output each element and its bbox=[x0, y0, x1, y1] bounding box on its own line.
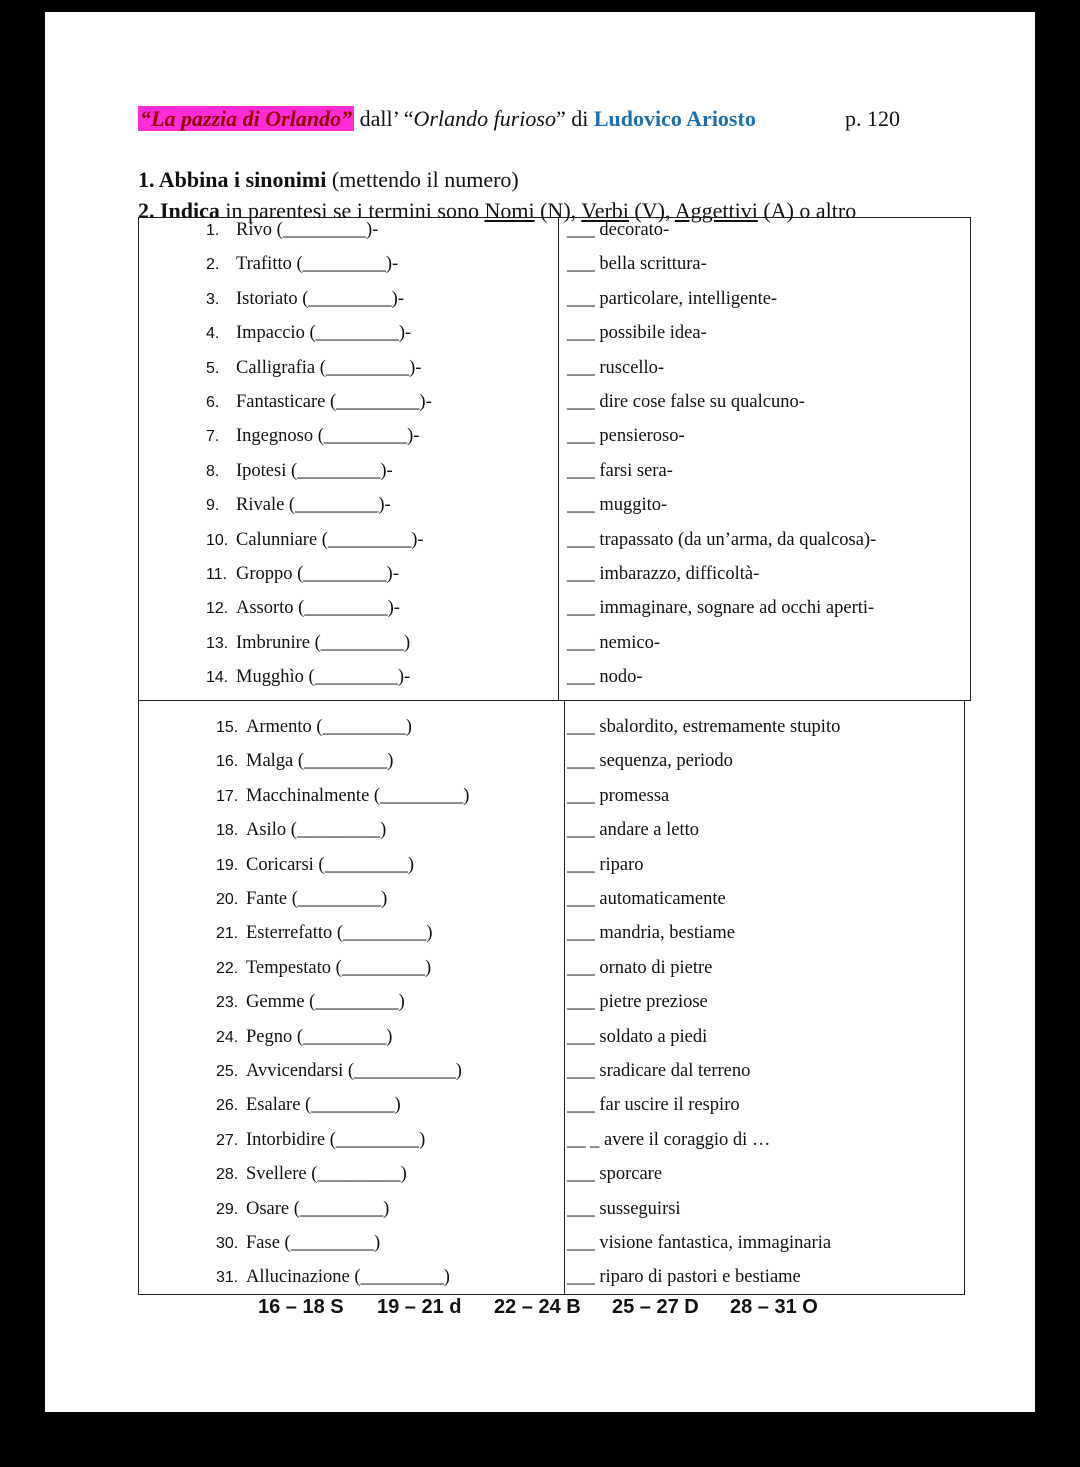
term-text[interactable]: Esterrefatto (_________) bbox=[246, 923, 433, 944]
table2-synonym-row[interactable]: ___ ornato di pietre bbox=[567, 957, 713, 978]
term-number: 18. bbox=[216, 822, 239, 840]
term-text[interactable]: Coricarsi (_________) bbox=[246, 854, 415, 875]
term-number: 27. bbox=[216, 1131, 239, 1149]
title-highlight: “La pazzia di Orlando” bbox=[140, 106, 353, 131]
page-number: p. 120 bbox=[845, 106, 900, 131]
term-text[interactable]: Istoriato (_________)- bbox=[236, 288, 405, 309]
table-1-divider bbox=[558, 218, 559, 700]
answer-key-item: 22 – 24 B bbox=[494, 1296, 581, 1318]
term-number: 10. bbox=[206, 531, 229, 549]
term-number: 12. bbox=[206, 600, 229, 618]
label-verbi: Verbi bbox=[581, 198, 629, 223]
term-number: 3. bbox=[206, 290, 220, 308]
term-text[interactable]: Calligrafia (_________)- bbox=[236, 357, 422, 378]
term-text[interactable]: Esalare (_________) bbox=[246, 1095, 401, 1116]
term-text[interactable]: Ingegnoso (_________)- bbox=[236, 426, 420, 447]
term-number: 15. bbox=[216, 719, 239, 736]
answer-key-item: 19 – 21 d bbox=[377, 1296, 462, 1318]
label-nomi: Nomi bbox=[484, 198, 535, 223]
term-text[interactable]: Rivale (_________)- bbox=[236, 495, 391, 516]
term-number: 14. bbox=[206, 669, 229, 687]
term-number: 31. bbox=[216, 1269, 239, 1287]
table2-term-row bbox=[216, 1233, 381, 1254]
term-number: 2. bbox=[206, 256, 220, 274]
table1-synonym-row[interactable]: ___ immaginare, sognare ad occhi aperti- bbox=[567, 598, 875, 619]
term-number: 24. bbox=[216, 1028, 239, 1046]
table1-term-row bbox=[206, 598, 400, 619]
label-n: (N), bbox=[534, 198, 582, 223]
answer-key-item: 28 – 31 O bbox=[730, 1296, 818, 1318]
table1-term-row bbox=[206, 667, 411, 688]
table2-synonym-row[interactable]: ___ sbalordito, estremamente stupito bbox=[567, 717, 841, 737]
table1-term-row bbox=[206, 220, 379, 241]
term-text[interactable]: Ipotesi (_________)- bbox=[236, 460, 393, 481]
instruction-1 bbox=[138, 167, 519, 193]
table2-synonym-row[interactable]: ___ soldato a piedi bbox=[567, 1026, 708, 1047]
term-text[interactable]: Rivo (_________)- bbox=[236, 220, 379, 240]
term-text[interactable]: Svellere (_________) bbox=[246, 1164, 407, 1185]
table1-synonym-row[interactable]: ___ muggito- bbox=[567, 495, 668, 516]
table1-term-row bbox=[206, 254, 399, 275]
term-number: 7. bbox=[206, 428, 220, 446]
term-text[interactable]: Asilo (_________) bbox=[246, 820, 387, 841]
term-number: 19. bbox=[216, 856, 239, 874]
term-text[interactable]: Impaccio (_________)- bbox=[236, 323, 412, 344]
term-number: 16. bbox=[216, 753, 239, 771]
term-number: 26. bbox=[216, 1097, 239, 1115]
worksheet-page bbox=[45, 12, 1035, 1412]
table1-term-row bbox=[206, 288, 405, 310]
table2-term-row bbox=[216, 889, 388, 910]
table2-synonym-row[interactable]: ___ mandria, bestiame bbox=[567, 923, 735, 944]
table2-synonym-row[interactable]: __ _ avere il coraggio di … bbox=[567, 1129, 771, 1150]
table2-term-row bbox=[216, 1061, 462, 1082]
table2-synonym-row[interactable]: ___ promessa bbox=[567, 785, 670, 806]
table2-synonym-row[interactable]: ___ automaticamente bbox=[567, 889, 726, 909]
title-author: Ludovico Ariosto bbox=[593, 106, 756, 131]
term-text[interactable]: Mugghìo (_________)- bbox=[236, 667, 411, 688]
term-number: 1. bbox=[206, 222, 220, 239]
table2-term-row bbox=[216, 751, 394, 772]
term-number: 13. bbox=[206, 634, 229, 652]
table1-term-row bbox=[206, 357, 422, 379]
table1-synonym-row[interactable]: ___ pensieroso- bbox=[567, 426, 685, 447]
answer-key-item: 25 – 27 D bbox=[612, 1296, 699, 1318]
table2-term-row bbox=[216, 1164, 407, 1185]
term-number: 5. bbox=[206, 359, 220, 377]
table2-term-row bbox=[216, 1026, 393, 1048]
table2-term-row bbox=[216, 717, 412, 738]
term-text[interactable]: Assorto (_________)- bbox=[236, 598, 400, 619]
term-text[interactable]: Armento (_________) bbox=[246, 717, 412, 737]
table1-term-row bbox=[206, 426, 420, 447]
table2-term-row bbox=[216, 992, 405, 1013]
term-number: 20. bbox=[216, 891, 239, 908]
instruction-1-bold: 1. Abbina i sinonimi bbox=[138, 167, 327, 192]
term-number: 9. bbox=[206, 497, 220, 515]
table1-term-row bbox=[206, 392, 432, 413]
table1-term-row bbox=[206, 460, 393, 482]
term-text[interactable]: Fase (_________) bbox=[246, 1233, 381, 1253]
label-v: (V), bbox=[628, 198, 675, 223]
term-number: 29. bbox=[216, 1200, 239, 1218]
table2-synonym-row[interactable]: ___ visione fantastica, immaginaria bbox=[567, 1233, 832, 1253]
label-a: (A) o altro bbox=[757, 198, 857, 223]
table1-synonym-row[interactable]: ___ ruscello- bbox=[567, 357, 665, 378]
label-aggettivi: Aggettivi bbox=[674, 198, 758, 223]
answer-key-item: 16 – 18 S bbox=[258, 1296, 344, 1318]
term-text[interactable]: Pegno (_________) bbox=[246, 1026, 393, 1047]
term-text[interactable]: Fantasticare (_________)- bbox=[236, 392, 432, 412]
term-number: 17. bbox=[216, 787, 239, 805]
term-text[interactable]: Trafitto (_________)- bbox=[236, 254, 399, 275]
table1-term-row bbox=[206, 632, 411, 654]
term-text[interactable]: Allucinazione (_________) bbox=[246, 1267, 450, 1288]
synonym-table-1 bbox=[138, 217, 971, 701]
table2-term-row bbox=[216, 923, 433, 944]
table2-term-row bbox=[216, 854, 415, 876]
instruction-2-bold: 2. Indica bbox=[138, 198, 220, 223]
instruction-2-text: in parentesi se i termini sono bbox=[219, 198, 485, 223]
table2-synonym-row[interactable]: ___ pietre preziose bbox=[567, 992, 708, 1013]
term-number: 23. bbox=[216, 994, 239, 1012]
table1-synonym-row[interactable]: ___ dire cose false su qualcuno- bbox=[567, 392, 805, 412]
table1-synonym-row[interactable]: ___ decorato- bbox=[567, 220, 670, 240]
table2-term-row bbox=[216, 820, 387, 841]
table-2-divider bbox=[564, 701, 565, 1294]
term-number: 4. bbox=[206, 325, 220, 343]
table2-synonym-row[interactable]: ___ andare a letto bbox=[567, 820, 700, 841]
page-title bbox=[138, 106, 756, 132]
term-text[interactable]: Osare (_________) bbox=[246, 1198, 390, 1219]
term-text[interactable]: Groppo (_________)- bbox=[236, 564, 399, 584]
table1-term-row bbox=[206, 495, 391, 516]
term-number: 28. bbox=[216, 1166, 239, 1184]
title-work: Orlando furioso bbox=[413, 106, 556, 131]
title-by: ” di bbox=[555, 106, 594, 131]
table2-synonym-row[interactable]: ___ sequenza, periodo bbox=[567, 751, 733, 772]
title-from: dall’ “ bbox=[354, 106, 414, 131]
table1-synonym-row[interactable]: ___ trapassato (da un’arma, da qualcosa)- bbox=[567, 529, 877, 550]
term-text[interactable]: Fante (_________) bbox=[246, 889, 388, 909]
table1-synonym-row[interactable]: ___ bella scrittura- bbox=[567, 254, 707, 275]
table1-synonym-row[interactable]: ___ imbarazzo, difficoltà- bbox=[567, 564, 760, 584]
term-text[interactable]: Gemme (_________) bbox=[246, 992, 405, 1013]
term-text[interactable]: Macchinalmente (_________) bbox=[246, 785, 470, 806]
term-text[interactable]: Imbrunire (_________) bbox=[236, 632, 411, 653]
table2-synonym-row[interactable]: ___ sporcare bbox=[567, 1164, 663, 1185]
table2-term-row bbox=[216, 957, 432, 979]
term-number: 8. bbox=[206, 462, 220, 480]
term-number: 6. bbox=[206, 394, 220, 411]
table2-term-row bbox=[216, 1095, 401, 1116]
term-number: 22. bbox=[216, 959, 239, 977]
table2-synonym-row[interactable]: ___ riparo bbox=[567, 854, 644, 875]
term-text[interactable]: Malga (_________) bbox=[246, 751, 394, 772]
table2-term-row bbox=[216, 1267, 450, 1288]
instruction-1-rest: (mettendo il numero) bbox=[326, 167, 519, 192]
table2-synonym-row[interactable]: ___ sradicare dal terreno bbox=[567, 1061, 751, 1081]
synonym-table-2 bbox=[138, 700, 965, 1295]
table1-synonym-row[interactable]: ___ nodo- bbox=[567, 667, 643, 688]
table2-term-row bbox=[216, 1198, 390, 1220]
table2-synonym-row[interactable]: ___ riparo di pastori e bestiame bbox=[567, 1267, 801, 1288]
table1-synonym-row[interactable]: ___ farsi sera- bbox=[567, 460, 673, 481]
table2-term-row bbox=[216, 1129, 426, 1151]
table1-term-row bbox=[206, 564, 399, 585]
table1-synonym-row[interactable]: ___ possibile idea- bbox=[567, 323, 707, 344]
table2-term-row bbox=[216, 785, 470, 807]
term-text[interactable]: Intorbidire (_________) bbox=[246, 1129, 426, 1150]
table1-term-row bbox=[206, 323, 412, 344]
table1-synonym-row[interactable]: ___ nemico- bbox=[567, 632, 660, 653]
term-text[interactable]: Calunniare (_________)- bbox=[236, 529, 424, 550]
table1-term-row bbox=[206, 529, 424, 551]
term-number: 25. bbox=[216, 1063, 239, 1080]
term-text[interactable]: Tempestato (_________) bbox=[246, 957, 432, 978]
term-number: 30. bbox=[216, 1235, 239, 1252]
term-number: 21. bbox=[216, 925, 239, 943]
term-number: 11. bbox=[206, 566, 228, 583]
table1-synonym-row[interactable]: ___ particolare, intelligente- bbox=[567, 288, 778, 309]
table2-synonym-row[interactable]: ___ susseguirsi bbox=[567, 1198, 681, 1219]
table2-synonym-row[interactable]: ___ far uscire il respiro bbox=[567, 1095, 740, 1116]
term-text[interactable]: Avvicendarsi (___________) bbox=[246, 1061, 462, 1081]
